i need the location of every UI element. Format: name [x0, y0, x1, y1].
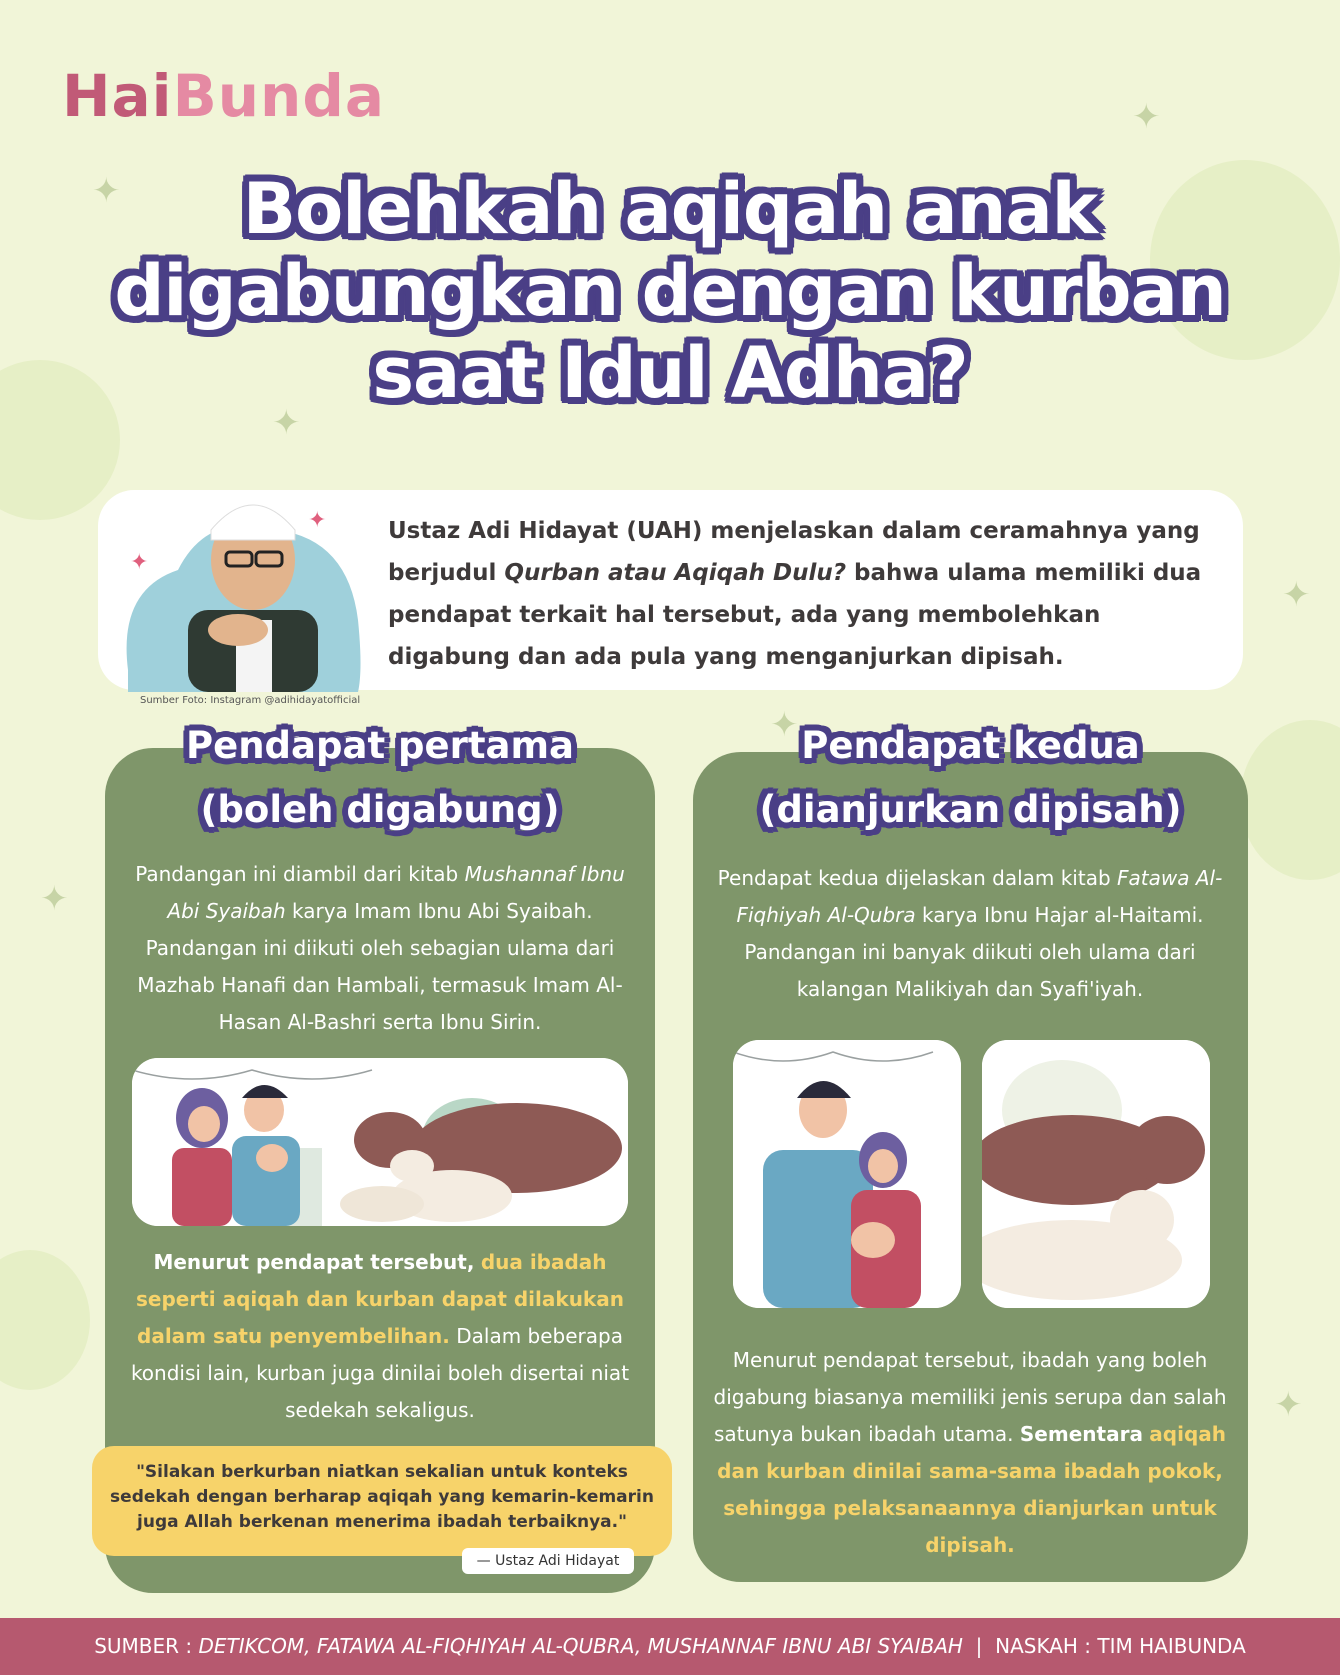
right-p1-italic: Fatawa Al-Fiqhiyah Al-Qubra	[736, 866, 1223, 927]
sparkle-icon: ✦	[1274, 1385, 1303, 1425]
sparkle-icon: ✦	[130, 550, 149, 575]
sparkle-icon: ✦	[1282, 575, 1311, 615]
right-p2-bold: Sementara	[1019, 1422, 1143, 1446]
footer-label: SUMBER :	[94, 1634, 199, 1658]
intro-text-pre: Ustaz Adi Hidayat (UAH) menjelaskan dalam ceramahnya yang berjudul	[388, 518, 1200, 586]
second-opinion-heading	[693, 714, 1248, 842]
haibunda-logo	[62, 62, 385, 130]
second-opinion-heading-line-1: Pendapat kedua	[801, 724, 1140, 767]
bg-blob	[1240, 720, 1340, 880]
first-opinion-paragraph-2	[125, 1244, 635, 1429]
left-p2-highlight: dua ibadah seperti aqiqah dan kurban dapat dilakukan dalam satu penyembelihan.	[136, 1250, 624, 1348]
sparkle-icon: ✦	[308, 508, 327, 533]
quote-author: — Ustaz Adi Hidayat	[462, 1548, 634, 1574]
second-opinion-heading-line-2: (dianjurkan dipisah)	[759, 788, 1182, 831]
logo-text-a: Hai	[62, 62, 173, 130]
right-p2-pre: Menurut pendapat tersebut, ibadah yang boleh digabung biasanya memiliki jenis serupa dan salah satunya bukan ibadah utama.	[713, 1348, 1227, 1446]
title-line-2: digabungkan dengan kurban	[114, 250, 1226, 332]
second-opinion-paragraph-2	[710, 1342, 1230, 1564]
intro-text-italic: Qurban atau Aqiqah Dulu?	[504, 560, 847, 586]
sparkle-icon: ✦	[272, 403, 301, 443]
intro-text-post: bahwa ulama memiliki dua pendapat terkait hal tersebut, ada yang membolehkan digabung dan ada pula yang menganjurkan dipisah.	[388, 560, 1202, 670]
footer-credit: NASKAH : TIM HAIBUNDA	[995, 1634, 1246, 1658]
quote-box: "Silakan berkurban niatkan sekalian untuk konteks sedekah dengan berharap aqiqah yang kemarin-kemarin juga Allah berkenan menerima ibadah terbaiknya."	[92, 1446, 672, 1556]
right-p1-post: karya Ibnu Hajar al-Haitami. Pandangan ini banyak diikuti oleh ulama dari kalangan Malikiyah dan Syafi'iyah.	[744, 903, 1204, 1001]
photo-credit: Sumber Foto: Instagram @adihidayatofficial	[140, 695, 361, 706]
left-p1-italic: Mushannaf Ibnu Abi Syaibah	[167, 862, 625, 923]
left-p2-post: Dalam beberapa kondisi lain, kurban juga dinilai boleh disertai niat sedekah sekaligus.	[130, 1324, 630, 1422]
livestock-illustration	[982, 1040, 1210, 1308]
family-illustration	[733, 1040, 961, 1308]
sparkle-icon: ✦	[770, 705, 799, 745]
sparkle-icon: ✦	[1132, 97, 1161, 137]
right-p1-pre: Pendapat kedua dijelaskan dalam kitab	[717, 866, 1118, 890]
title-line-1: Bolehkah aqiqah anak	[242, 168, 1098, 250]
intro-text	[388, 510, 1228, 678]
footer-separator: |	[962, 1634, 996, 1658]
speaker-photo	[118, 470, 368, 692]
left-p1-post: karya Imam Ibnu Abi Syaibah. Pandangan ini diikuti oleh sebagian ulama dari Mazhab Hanafi dan Hambali, termasuk Imam Al-Hasan Al-Bashri serta Ibnu Sirin.	[137, 899, 623, 1034]
first-opinion-heading	[105, 714, 655, 842]
first-opinion-heading-line-2: (boleh digabung)	[200, 788, 560, 831]
sparkle-icon: ✦	[40, 879, 69, 919]
bg-blob	[0, 1250, 90, 1390]
second-opinion-paragraph-1	[710, 860, 1230, 1008]
source-footer	[0, 1618, 1340, 1675]
left-p2-bold: Menurut pendapat tersebut,	[153, 1250, 475, 1274]
right-p2-highlight: aqiqah dan kurban dinilai sama-sama ibadah pokok, sehingga pelaksanaannya dianjurkan untuk dipisah.	[717, 1422, 1227, 1557]
sparkle-icon: ✦	[92, 171, 121, 211]
left-p1-pre: Pandangan ini diambil dari kitab	[135, 862, 465, 886]
first-opinion-paragraph-1	[125, 856, 635, 1041]
family-livestock-illustration	[132, 1058, 628, 1226]
logo-text-b: Bunda	[172, 62, 386, 130]
page-title	[60, 168, 1280, 414]
title-line-3: saat Idul Adha?	[372, 332, 968, 414]
first-opinion-heading-line-1: Pendapat pertama	[185, 724, 575, 767]
footer-sources: DETIKCOM, FATAWA AL-FIQHIYAH AL-QUBRA, MUSHANNAF IBNU ABI SYAIBAH	[198, 1634, 963, 1658]
